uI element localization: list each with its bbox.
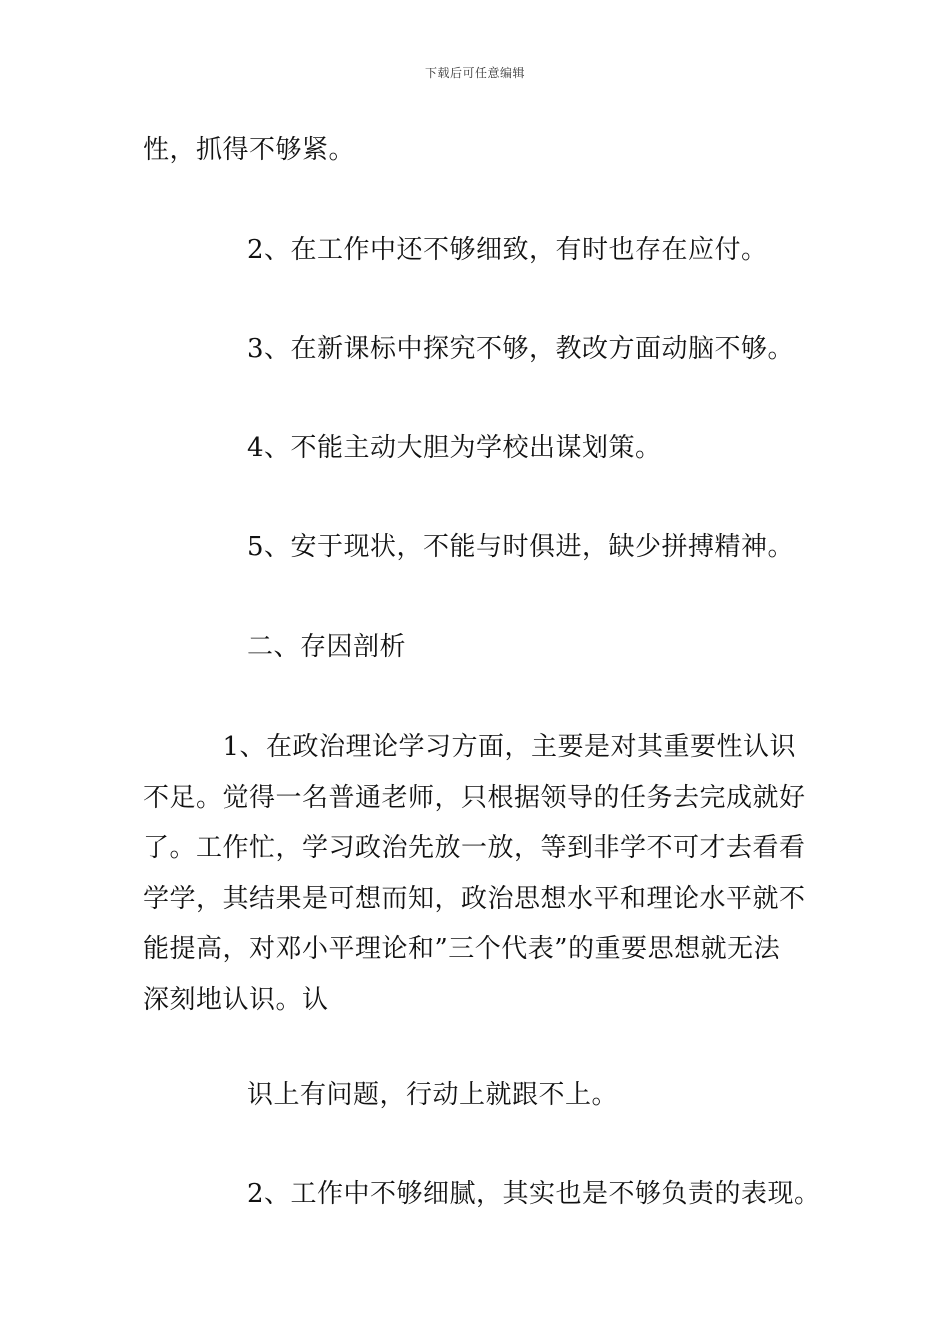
paragraph-line: 了。工作忙，学习政治先放一放，等到非学不可才去看看 (143, 833, 806, 864)
paragraph-line: 学学，其结果是可想而知，政治思想水平和理论水平就不 (143, 883, 806, 914)
list-item-2: 2、在工作中还不够细致，有时也存在应付。 (247, 235, 768, 265)
analysis-item-2: 2、工作中不够细腻，其实也是不够负责的表现。 (247, 1179, 821, 1209)
list-item-5: 5、安于现状，不能与时俱进，缺少拼搏精神。 (247, 532, 795, 562)
list-item-3: 3、在新课标中探究不够，教改方面动脑不够。 (247, 334, 795, 364)
page-header: 下载后可任意编辑 (424, 66, 525, 80)
paragraph-line: 1、在政治理论学习方面，主要是对其重要性认识 (143, 732, 797, 762)
paragraph-line: 不足。觉得一名普通老师，只根据领导的任务去完成就好 (143, 782, 806, 813)
paragraph-line: 深刻地认识。认 (143, 984, 329, 1015)
paragraph-line: 能提高，对邓小平理论和”三个代表”的重要思想就无法 (143, 934, 781, 965)
analysis-paragraph-1 (143, 722, 811, 1026)
section-heading: 二、存因剖析 (247, 632, 407, 662)
list-item-4: 4、不能主动大胆为学校出谋划策。 (247, 433, 662, 463)
text-line-continuation-2: 识上有问题，行动上就跟不上。 (247, 1080, 619, 1110)
text-line-continuation: 性，抓得不够紧。 (143, 135, 356, 165)
